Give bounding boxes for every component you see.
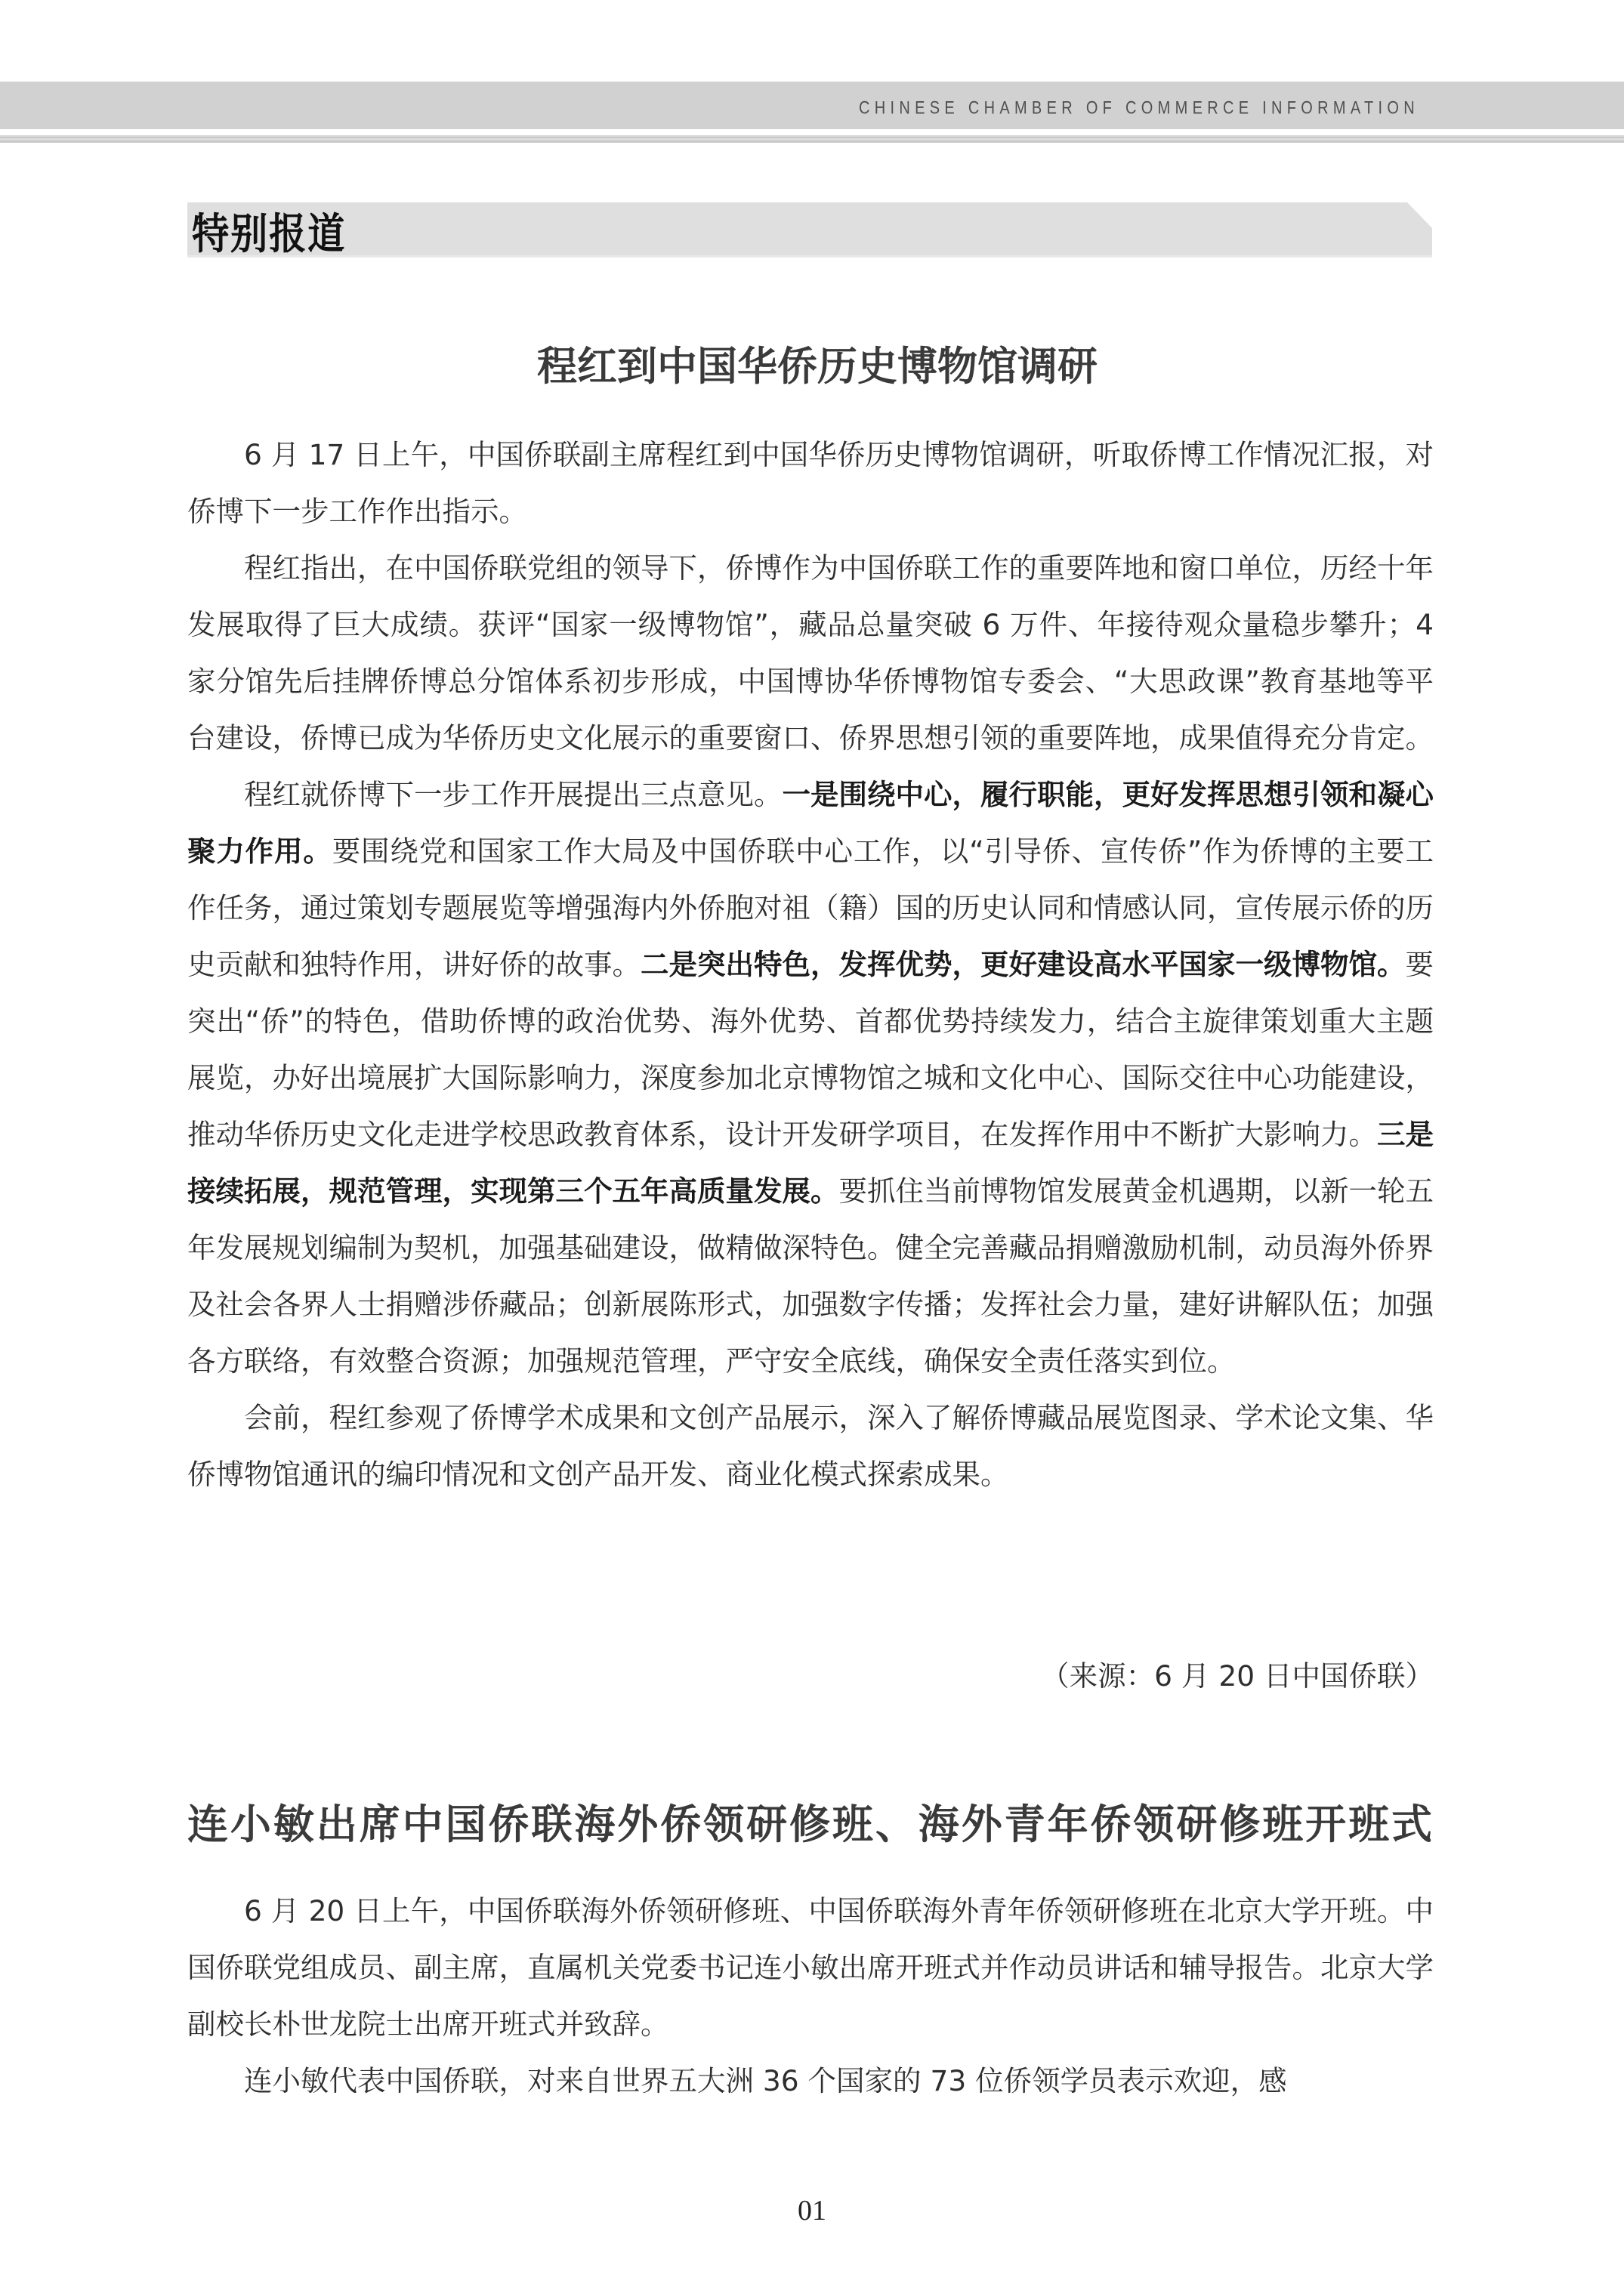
text-segment: 6 月 17 日上午，中国侨联副主席程红到中国华侨历史博物馆调研，听取侨博工作情况汇报，对侨博下一步工作作出指示。 [187,438,1434,528]
emphasized-text: 二是突出特色，发挥优势，更好建设高水平国家一级博物馆。 [641,948,1406,981]
section-banner [187,202,1432,255]
paragraph [187,2053,1434,2109]
text-segment: 程红指出，在中国侨联党组的领导下，侨博作为中国侨联工作的重要阵地和窗口单位，历经十年发展取得了巨大成绩。获评“国家一级博物馆”，藏品总量突破 6 万件、年接待观众量稳步攀升；4 家分馆先后挂牌侨博总分馆体系初步形成，中国博协华侨博物馆专委会、“大思政课”教育基地等平台建设，侨博已成为华侨历史文化展示的重要窗口、侨界思想引领的重要阵地，成果值得充分肯定。 [187,551,1434,755]
emphasized-text: 三是接续拓展，规范管理，实现第三个五年高质量发展。 [187,1118,1434,1208]
text-segment: 6 月 20 日上午，中国侨联海外侨领研修班、中国侨联海外青年侨领研修班在北京大学开班。中国侨联党组成员、副主席，直属机关党委书记连小敏出席开班式并作动员讲话和辅导报告。北京大学副校长朴世龙院士出席开班式并致辞。 [187,1894,1434,2041]
article-title: 程红到中国华侨历史博物馆调研 [537,344,1098,390]
article-body [187,1883,1434,2109]
article-body [187,427,1434,1503]
emphasized-text: 一是围绕中心，履行职能，更好发挥思想引领和凝心聚力作用。 [187,778,1434,868]
text-segment: 要抓住当前博物馆发展黄金机遇期，以新一轮五年发展规划编制为契机，加强基础建设，做精做深特色。健全完善藏品捐赠激励机制，动员海外侨界及社会各界人士捐赠涉侨藏品；创新展陈形式，加强数字传播；发挥社会力量，建好讲解队伍；加强各方联络，有效整合资源；加强规范管理，严守安全底线，确保安全责任落实到位。 [187,1174,1434,1378]
text-segment: 要突出“侨”的特色，借助侨博的政治优势、海外优势、首都优势持续发力，结合主旋律策划重大主题展览，办好出境展扩大国际影响力，深度参加北京博物馆之城和文化中心、国际交往中心功能建设，推动华侨历史文化走进学校思政教育体系，设计开发研学项目，在发挥作用中不断扩大影响力。 [187,948,1434,1151]
article-source: （来源：6 月 20 日中国侨联） [1041,1659,1434,1693]
text-segment: 要围绕党和国家工作大局及中国侨联中心工作，以“引导侨、宣传侨”作为侨博的主要工作任务，通过策划专题展览等增强海内外侨胞对祖（籍）国的历史认同和情感认同，宣传展示侨的历史贡献和独特作用，讲好侨的故事。 [187,835,1434,981]
paragraph [187,1883,1434,2053]
paragraph [187,767,1434,1390]
article-title: 连小敏出席中国侨联海外侨领研修班、海外青年侨领研修班开班式 [187,1801,1432,1848]
section-banner-edge [187,255,1432,258]
page-number: 01 [798,2195,826,2227]
header-divider [0,135,1624,143]
text-segment: 连小敏代表中国侨联，对来自世界五大洲 36 个国家的 73 位侨领学员表示欢迎，感 [244,2064,1287,2097]
paragraph [187,427,1434,540]
text-segment: 程红就侨博下一步工作开展提出三点意见。 [244,778,783,811]
paragraph [187,540,1434,767]
running-header-bar [0,82,1624,129]
text-segment: 会前，程红参观了侨博学术成果和文创产品展示，深入了解侨博藏品展览图录、学术论文集、华侨博物馆通讯的编印情况和文创产品开发、商业化模式探索成果。 [187,1401,1434,1491]
publication-name: CHINESE CHAMBER OF COMMERCE INFORMATION [858,98,1419,119]
section-title: 特别报道 [192,209,347,259]
paragraph [187,1390,1434,1503]
